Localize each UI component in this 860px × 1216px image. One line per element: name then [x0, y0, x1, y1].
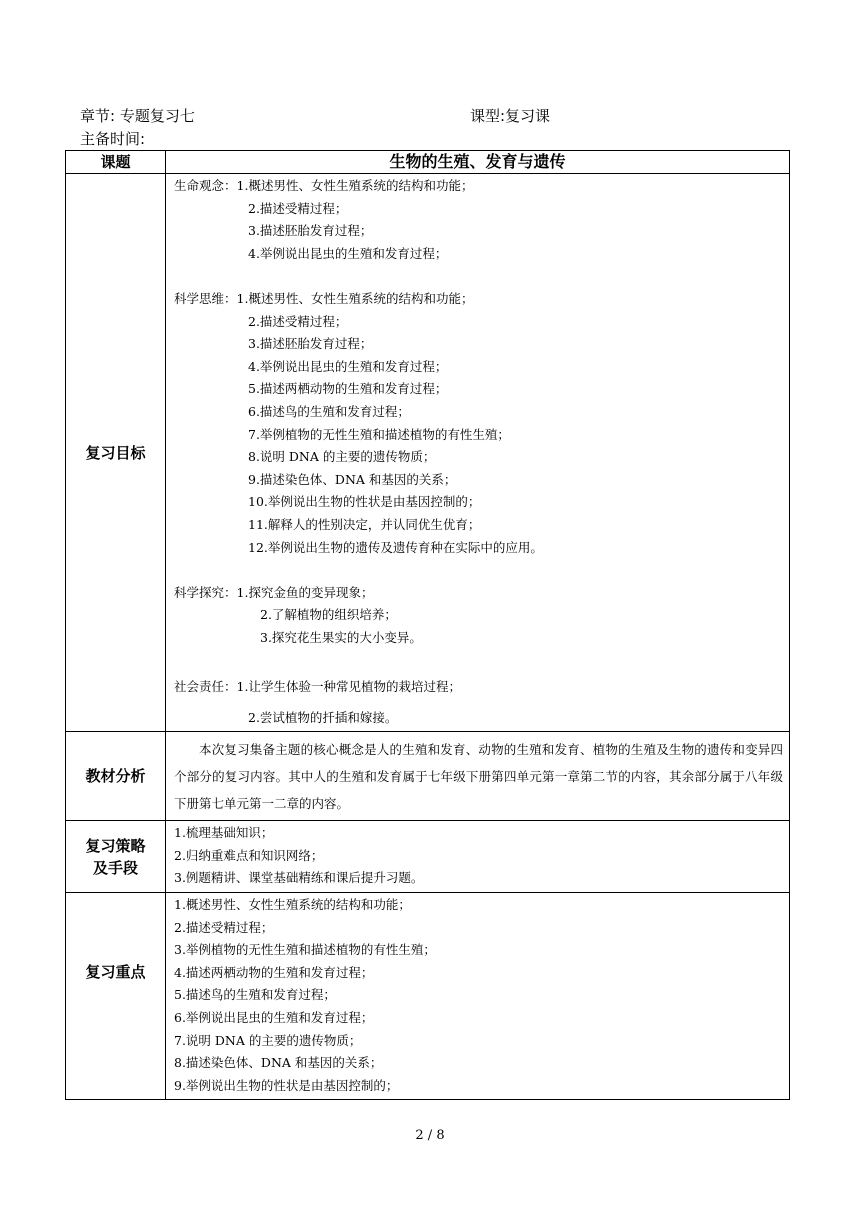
chapter-heading: 章节: 专题复习七: [80, 107, 195, 125]
goal-item: 8.说明 DNA 的主要的遗传物质；: [248, 449, 436, 465]
goal-line: [174, 676, 783, 699]
goal-item: 1.概述男性、女性生殖系统的结构和功能；: [236, 178, 474, 193]
key-point-item: 8.描述染色体、DNA 和基因的关系；: [174, 1055, 383, 1071]
goal-item: 6.描述鸟的生殖和发育过程；: [248, 403, 410, 419]
social-responsibility-prefix: 社会责任：: [174, 679, 237, 695]
title-value: 生物的生殖、发育与遗传: [166, 151, 790, 174]
goals-label: 复习目标: [66, 174, 166, 732]
strategy-cell: [166, 821, 790, 893]
material-cell: [166, 732, 790, 821]
strategy-label: [66, 821, 166, 893]
lesson-plan-table: [65, 150, 790, 1100]
material-text: 本次复习集备主题的核心概念是人的生殖和发育、动物的生殖和发育、植物的生殖及生物的遗传和变异四个部分的复习内容。其中人的生殖和发育属于七年级下册第四单元第一章第二节的内容，其余部分属于八年级下册第七单元第一二章的内容。: [174, 742, 783, 812]
goal-item: 7.举例植物的无性生殖和描述植物的有性生殖；: [248, 426, 510, 442]
goal-item: 4.举例说出昆虫的生殖和发育过程；: [248, 358, 448, 374]
goal-item: 3.描述胚胎发育过程；: [248, 336, 373, 352]
goal-item: 12.举例说出生物的遗传及遗传育种在实际中的应用。: [248, 539, 543, 555]
goals-cell: [166, 174, 790, 732]
goal-item: 10.举例说出生物的性状是由基因控制的；: [248, 494, 481, 510]
goal-item: 3.探究花生果实的大小变异。: [260, 629, 422, 645]
goal-item: 1.让学生体验一种常见植物的栽培过程；: [236, 679, 461, 695]
key-point-item: 3.举例植物的无性生殖和描述植物的有性生殖；: [174, 942, 436, 958]
key-point-item: 9.举例说出生物的性状是由基因控制的；: [174, 1077, 399, 1093]
strategy-item: 1.梳理基础知识；: [174, 825, 274, 841]
goals-row: [66, 174, 790, 732]
key-point-item: 1.概述男性、女性生殖系统的结构和功能；: [174, 897, 411, 913]
goal-item: 1.探究金鱼的变异现象；: [236, 584, 374, 600]
goal-item: 3.描述胚胎发育过程；: [248, 223, 373, 239]
strategy-item: 2.归纳重难点和知识网络；: [174, 847, 324, 863]
title-label: 课题: [66, 151, 166, 174]
goal-item: 11.解释人的性别决定，并认同优生优育；: [248, 516, 481, 532]
scientific-thinking-prefix: 科学思维：: [174, 290, 237, 306]
material-label: 教材分析: [66, 732, 166, 821]
goal-item: 2.了解植物的组织培养；: [260, 607, 397, 623]
strategy-item: 3.例题精讲、课堂基础精练和课后提升习题。: [174, 870, 424, 886]
strategy-row: [66, 821, 790, 893]
life-concept-prefix: 生命观念：: [174, 178, 237, 193]
goal-item: 4.举例说出昆虫的生殖和发育过程；: [248, 245, 448, 261]
key-point-item: 2.描述受精过程；: [174, 919, 274, 935]
key-point-item: 6.举例说出昆虫的生殖和发育过程；: [174, 1010, 374, 1025]
key-point-item: 4.描述两栖动物的生殖和发育过程；: [174, 964, 374, 980]
scientific-inquiry-prefix: 科学探究：: [174, 584, 237, 600]
material-row: [66, 732, 790, 821]
key-point-item: 5.描述鸟的生殖和发育过程；: [174, 987, 336, 1003]
strategy-label-line2: 及手段: [92, 858, 138, 877]
lesson-type-heading: 课型:复习课: [470, 107, 551, 125]
key-points-row: [66, 893, 790, 1100]
key-points-cell: [166, 893, 790, 1100]
key-point-item: 7.说明 DNA 的主要的遗传物质；: [174, 1032, 362, 1048]
goal-item: 2.尝试植物的扦插和嫁接。: [248, 709, 398, 725]
page-number: 2 / 8: [415, 1128, 445, 1143]
goal-line: [174, 175, 783, 198]
prep-time-heading: 主备时间:: [80, 130, 146, 148]
goal-line: [174, 582, 783, 605]
title-row: [66, 151, 790, 174]
goal-line: [174, 288, 783, 311]
goal-item: 1.概述男性、女性生殖系统的结构和功能；: [236, 290, 474, 306]
key-points-label: 复习重点: [66, 893, 166, 1100]
goal-item: 2.描述受精过程；: [248, 313, 348, 329]
strategy-label-line1: 复习策略: [85, 836, 146, 855]
goal-item: 5.描述两栖动物的生殖和发育过程；: [248, 381, 448, 397]
goal-item: 2.描述受精过程；: [248, 200, 348, 216]
goal-item: 9.描述染色体、DNA 和基因的关系；: [248, 471, 457, 487]
